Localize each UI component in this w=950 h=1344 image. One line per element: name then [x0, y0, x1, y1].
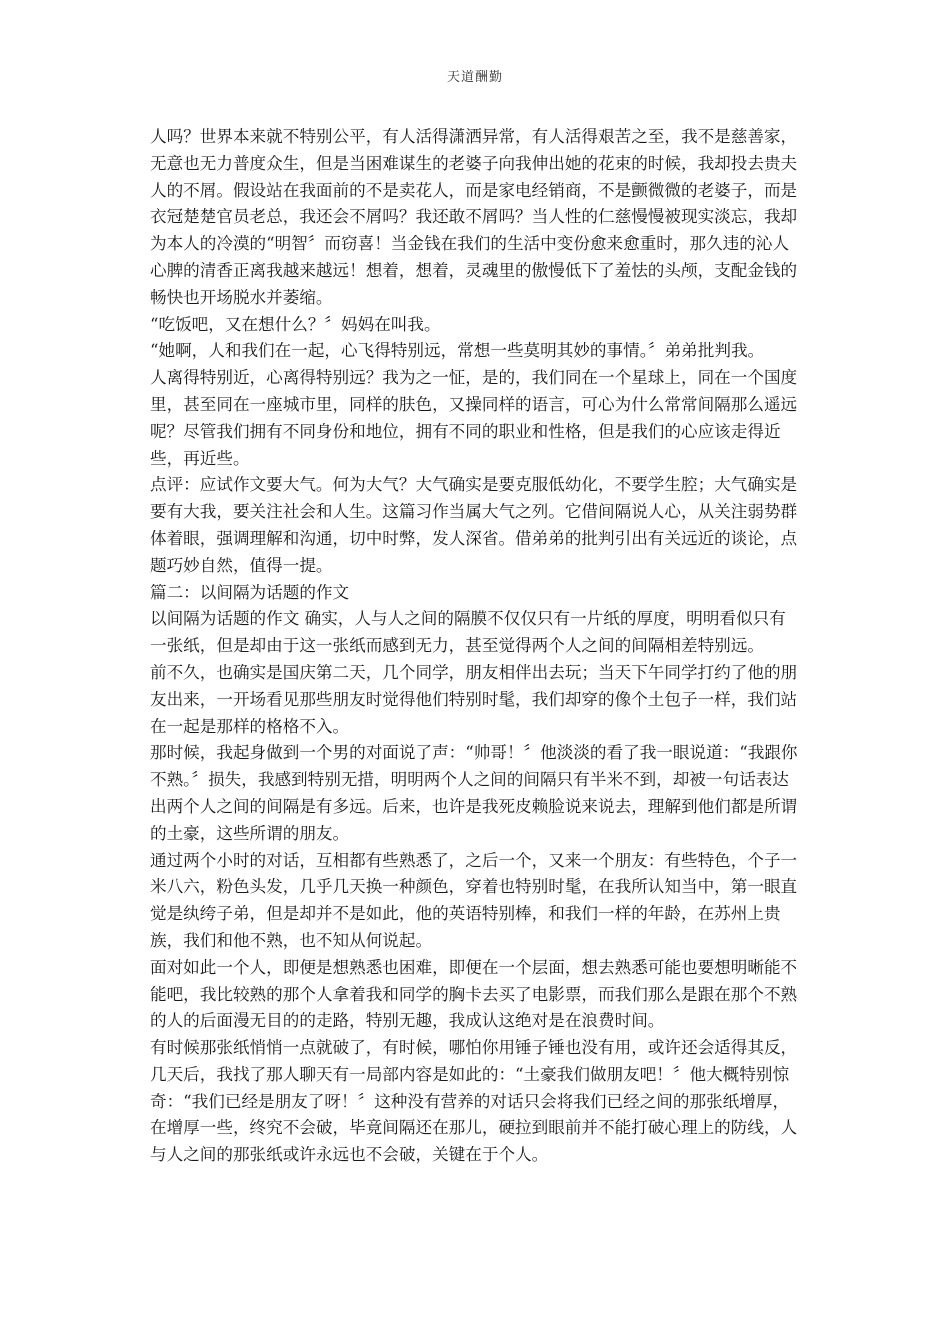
paragraph-10: 通过两个小时的对话，互相都有些熟悉了，之后一个，又来一个朋友：有些特色，个子一米八六，粉色头发，几乎几天换一种颜色，穿着也特别时髦，在我所认知当中，第一眼直觉是纨绔子弟，但是却并不是如此，他的英语特别棒，和我们一样的年龄，在苏州上贵族，我们和他不熟，也不知从何说起。: [150, 850, 798, 950]
paragraph-3: “她啊，人和我们在一起，心飞得特别远，常想一些莫明其妙的事情。〞弟弟批判我。: [150, 341, 765, 361]
paragraph-4: 人离得特别近，心离得特别远？我为之一怔，是的，我们同在一个星球上，同在一个国度里，甚至同在一座城市里，同样的肤色，又操同样的语言，可心为什么常常间隔那么遥远呢？尽管我们拥有不同身份和地位，拥有不同的职业和性格，但是我们的心应该走得近些，再近些。: [150, 368, 798, 468]
section-heading: 篇二：以间隔为话题的作文: [150, 582, 350, 602]
paragraph-9: 那时候，我起身做到一个男的对面说了声：“帅哥！〞他淡淡的看了我一眼说道：“我跟你不熟。〞损失，我感到特别无措，明明两个人之间的间隔只有半米不到，却被一句话表达出两个人之间的间隔是有多远。后来，也许是我死皮赖脸说来说去，理解到他们都是所谓的土豪，这些所谓的朋友。: [150, 743, 798, 843]
paragraph-12: 有时候那张纸悄悄一点就破了，有时候，哪怕你用锤子锤也没有用，或许还会适得其反，几天后，我找了那人聊天有一局部内容是如此的：“土豪我们做朋友吧！〞他大概特别惊奇：“我们已经是朋友了呀！〞这种没有营养的对话只会将我们已经之间的那张纸增厚，在增厚一些，终究不会破，毕竟间隔还在那儿，硬拉到眼前并不能打破心理上的防线，人与人之间的那张纸或许永远也不会破，关键在于个人。: [150, 1038, 798, 1165]
paragraph-7: 以间隔为话题的作文 确实，人与人之间的隔膜不仅仅只有一片纸的厚度，明明看似只有一张纸，但是却由于这一张纸而感到无力，甚至觉得两个人之间的间隔相差特别远。: [150, 609, 786, 656]
commentary-paragraph: 点评：应试作文要大气。何为大气？大气确实是要克服低幼化，不要学生腔；大气确实是要有大我，要关注社会和人生。这篇习作当属大气之列。它借间隔说人心，从关注弱势群体着眼，强调理解和沟通，切中时弊，发人深省。借弟弟的批判引出有关远近的谈论，点题巧妙自然，值得一提。: [150, 475, 798, 575]
document-body: [150, 124, 802, 1169]
paragraph-2: “吃饭吧，又在想什么？〞妈妈在叫我。: [150, 314, 441, 334]
paragraph-11: 面对如此一个人，即便是想熟悉也困难，即便在一个层面，想去熟悉可能也要想明晰能不能吧，我比较熟的那个人拿着我和同学的胸卡去买了电影票，而我们那么是跟在那个不熟的人的后面漫无目的的走路，特别无趣，我成认这绝对是在浪费时间。: [150, 957, 798, 1031]
paragraph-1: 人吗？世界本来就不特别公平，有人活得潇洒异常，有人活得艰苦之至，我不是慈善家，无意也无力普度众生，但是当困难谋生的老婆子向我伸出她的花束的时候，我却投去贵夫人的不屑。假设站在我面前的不是卖花人，而是家电经销商，不是颤微微的老婆子，而是衣冠楚楚官员老总，我还会不屑吗？我还敢不屑吗？当人性的仁慈慢慢被现实淡忘，我却为本人的冷漠的“明智〞而窃喜！当金钱在我们的生活中变份愈来愈重时，那久违的沁人心脾的清香正离我越来越远！想着，想着，灵魂里的傲慢低下了羞怯的头颅，支配金钱的畅快也开场脱水并萎缩。: [150, 127, 798, 307]
paragraph-8: 前不久，也确实是国庆第二天，几个同学，朋友相伴出去玩；当天下午同学打约了他的朋友出来，一开场看见那些朋友时觉得他们特别时髦，我们却穿的像个土包子一样，我们站在一起是那样的格格不入。: [150, 662, 798, 736]
page-header: 天道酬勤: [446, 70, 503, 85]
